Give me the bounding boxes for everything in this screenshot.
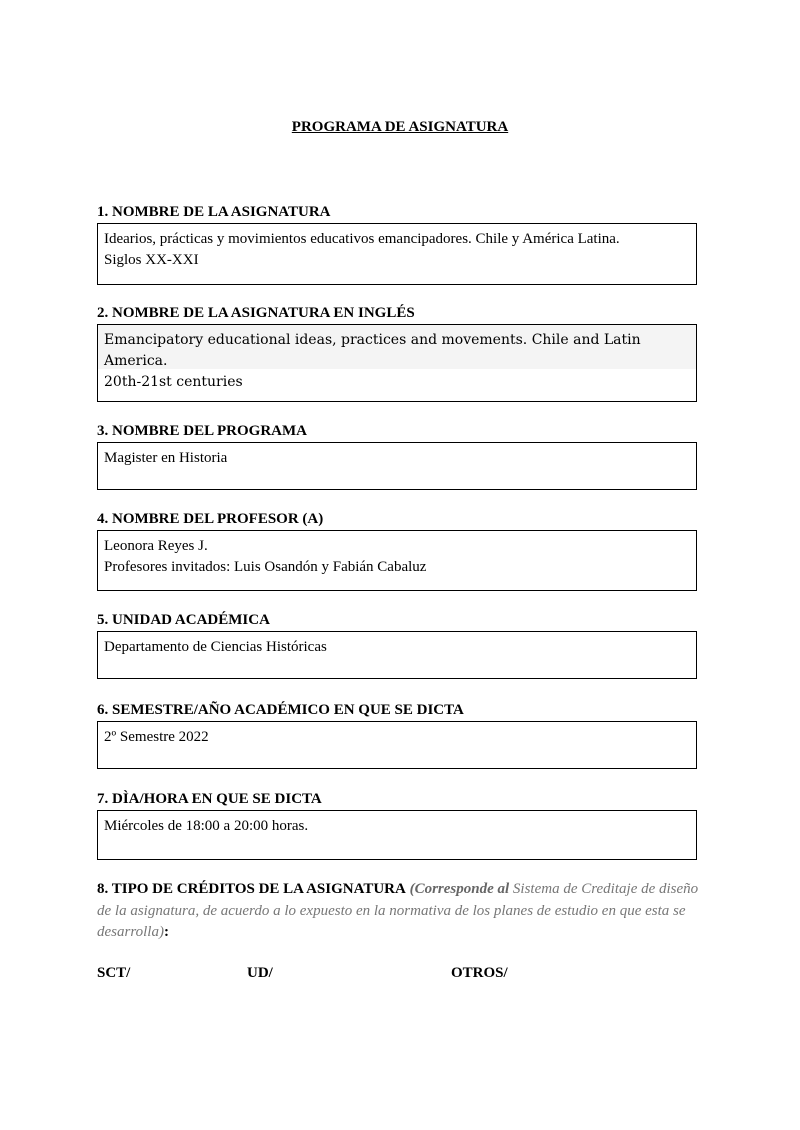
day-time-box	[97, 810, 697, 860]
section-heading: 5. UNIDAD ACADÉMICA	[97, 612, 270, 628]
section-semester	[97, 701, 697, 769]
course-name-box	[97, 223, 697, 285]
course-name-english-box	[97, 324, 697, 402]
box-line: Idearios, prácticas y movimientos educativos emancipadores. Chile y América Latina.	[104, 231, 620, 247]
credit-label-sct: SCT/	[97, 965, 131, 981]
box-line: Siglos XX-XXI	[104, 252, 199, 268]
section-program-name	[97, 422, 697, 490]
section-course-name-english	[97, 304, 697, 402]
professor-name-box	[97, 530, 697, 591]
box-line: Magister en Historia	[104, 450, 228, 466]
section-heading: 4. NOMBRE DEL PROFESOR (A)	[97, 511, 324, 527]
box-line: 2º Semestre 2022	[104, 729, 209, 745]
academic-unit-box	[97, 631, 697, 679]
credit-label-ud: UD/	[247, 965, 273, 981]
semester-box	[97, 721, 697, 769]
section-heading: 1. NOMBRE DE LA ASIGNATURA	[97, 204, 331, 220]
section-professor-name	[97, 510, 697, 591]
section-academic-unit	[97, 611, 697, 679]
section-course-name	[97, 203, 697, 285]
program-name-box	[97, 442, 697, 490]
section-heading: 8. TIPO DE CRÉDITOS DE LA ASIGNATURA	[97, 881, 406, 897]
document-title: PROGRAMA DE ASIGNATURA	[291, 119, 509, 135]
box-line: Leonora Reyes J.	[104, 538, 208, 554]
box-line: Miércoles de 18:00 a 20:00 horas.	[104, 818, 309, 834]
credit-note-end: :	[163, 924, 169, 940]
section-heading: 3. NOMBRE DEL PROGRAMA	[97, 423, 307, 439]
section-heading: 7. DÌA/HORA EN QUE SE DICTA	[97, 791, 322, 807]
box-line: Departamento de Ciencias Históricas	[104, 639, 327, 655]
section-heading: 6. SEMESTRE/AÑO ACADÉMICO EN QUE SE DICTA	[97, 702, 464, 718]
credit-note-body: Sistema de Creditaje de diseño de la asignatura, de acuerdo a lo expuesto en la normativa de los planes de estudio en que esta se desarrolla)	[97, 881, 699, 940]
section-heading: 2. NOMBRE DE LA ASIGNATURA EN INGLÉS	[97, 305, 415, 321]
section-credit-type	[97, 879, 709, 944]
credit-note-open: (Corresponde al	[409, 881, 510, 897]
section-day-time	[97, 790, 697, 860]
box-line: Profesores invitados: Luis Osandón y Fabián Cabaluz	[104, 559, 427, 575]
credit-label-otros: OTROS/	[451, 965, 508, 981]
box-line: 20th-21st centuries	[104, 374, 243, 390]
box-line: Emancipatory educational ideas, practices and movements. Chile and Latin America.	[104, 332, 641, 369]
